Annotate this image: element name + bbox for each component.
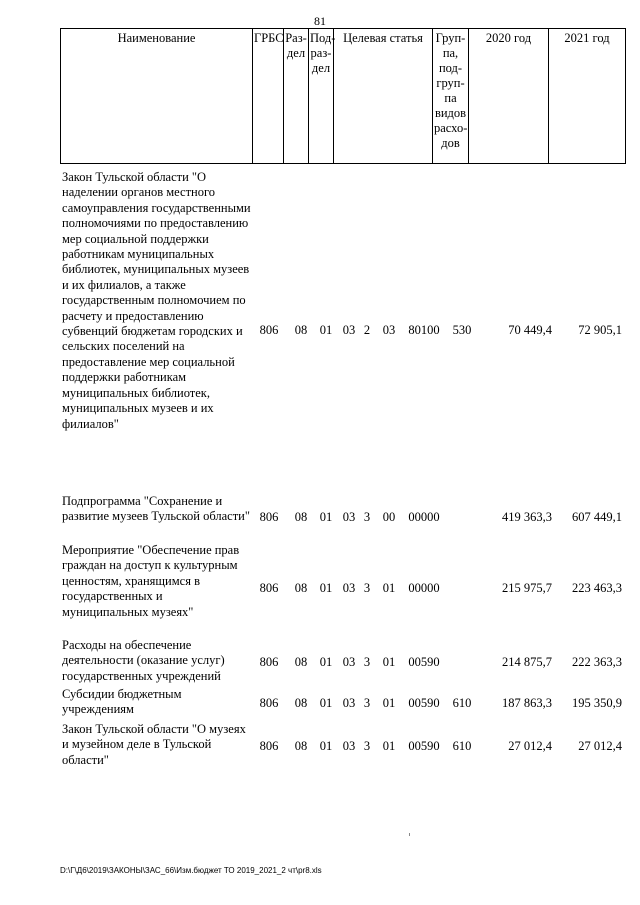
header-grbs: ГРБС bbox=[253, 29, 284, 164]
row-value-2020: 214 875,7 bbox=[502, 655, 552, 669]
row-target-event: 01 bbox=[382, 739, 396, 753]
row-target-subprogram: 3 bbox=[363, 581, 371, 595]
row-expense-group: 610 bbox=[452, 739, 472, 753]
row-target-event: 03 bbox=[382, 323, 396, 337]
row-target-direction: 00590 bbox=[408, 696, 440, 710]
row-razdel: 08 bbox=[294, 510, 308, 524]
row-razdel: 08 bbox=[294, 581, 308, 595]
row-name: Субсидии бюджетным учреждениям bbox=[62, 687, 182, 717]
row-target-program: 03 bbox=[342, 581, 356, 595]
header-year-2021: 2021 год bbox=[549, 29, 626, 164]
row-value-2021: 195 350,9 bbox=[572, 696, 622, 710]
header-expense-group: Груп- па, под- груп- па видов расхо- дов bbox=[433, 29, 469, 164]
header-razdel: Раз- дел bbox=[284, 29, 309, 164]
row-value-2021: 223 463,3 bbox=[572, 581, 622, 595]
row-target-subprogram: 3 bbox=[363, 510, 371, 524]
row-value-2020: 419 363,3 bbox=[502, 510, 552, 524]
row-expense-group: 610 bbox=[452, 696, 472, 710]
row-name: Закон Тульской области "О наделении органов местного самоуправления государственными полномочиями по предоставлению мер социальной поддержки работникам муниципальных библиотек, муниципальных музеев и их филиалов, а также государственным полномочием по расчету и предоставлению субвенций бюджетам городских и сельских поселений на предоставление мер социальной поддержки работникам муниципальных библиотек, муниципальных музеев и их филиалов" bbox=[62, 170, 251, 431]
row-target-event: 01 bbox=[382, 696, 396, 710]
row-target-program: 03 bbox=[342, 696, 356, 710]
header-podrazdel: Под- раз- дел bbox=[309, 29, 334, 164]
row-value-2020: 70 449,4 bbox=[508, 323, 552, 337]
row-podrazdel: 01 bbox=[319, 739, 333, 753]
row-podrazdel: 01 bbox=[319, 655, 333, 669]
row-target-program: 03 bbox=[342, 510, 356, 524]
row-target-subprogram: 3 bbox=[363, 739, 371, 753]
row-podrazdel: 01 bbox=[319, 696, 333, 710]
row-podrazdel: 01 bbox=[319, 323, 333, 337]
row-grbs: 806 bbox=[259, 696, 279, 710]
row-grbs: 806 bbox=[259, 510, 279, 524]
row-razdel: 08 bbox=[294, 655, 308, 669]
row-grbs: 806 bbox=[259, 323, 279, 337]
row-value-2020: 215 975,7 bbox=[502, 581, 552, 595]
row-name: Расходы на обеспечение деятельности (оказание услуг) государственных учреждений bbox=[62, 638, 225, 683]
row-target-subprogram: 2 bbox=[363, 323, 371, 337]
row-target-event: 00 bbox=[382, 510, 396, 524]
row-podrazdel: 01 bbox=[319, 510, 333, 524]
row-target-program: 03 bbox=[342, 739, 356, 753]
row-target-event: 01 bbox=[382, 655, 396, 669]
row-target-event: 01 bbox=[382, 581, 396, 595]
row-grbs: 806 bbox=[259, 581, 279, 595]
row-razdel: 08 bbox=[294, 696, 308, 710]
row-value-2021: 27 012,4 bbox=[578, 739, 622, 753]
header-year-2020: 2020 год bbox=[469, 29, 549, 164]
row-target-program: 03 bbox=[342, 323, 356, 337]
row-podrazdel: 01 bbox=[319, 581, 333, 595]
row-target-subprogram: 3 bbox=[363, 696, 371, 710]
row-target-direction: 00590 bbox=[408, 739, 440, 753]
header-name: Наименование bbox=[61, 29, 253, 164]
row-value-2021: 72 905,1 bbox=[578, 323, 622, 337]
row-target-direction: 00590 bbox=[408, 655, 440, 669]
scan-mark bbox=[409, 833, 410, 836]
row-expense-group: 530 bbox=[452, 323, 472, 337]
row-name: Подпрограмма "Сохранение и развитие музеев Тульской области" bbox=[62, 494, 250, 524]
row-razdel: 08 bbox=[294, 739, 308, 753]
row-target-direction: 80100 bbox=[408, 323, 440, 337]
row-value-2021: 222 363,3 bbox=[572, 655, 622, 669]
row-target-subprogram: 3 bbox=[363, 655, 371, 669]
file-path-footer: D:\Г\Д6\2019\ЗАКОНЫ\ЗАС_66\Изм.бюджет ТО 2019_2021_2 чт\pr8.xls bbox=[60, 866, 322, 875]
row-razdel: 08 bbox=[294, 323, 308, 337]
row-grbs: 806 bbox=[259, 655, 279, 669]
row-target-direction: 00000 bbox=[408, 581, 440, 595]
row-value-2020: 187 863,3 bbox=[502, 696, 552, 710]
row-value-2021: 607 449,1 bbox=[572, 510, 622, 524]
row-target-program: 03 bbox=[342, 655, 356, 669]
row-value-2020: 27 012,4 bbox=[508, 739, 552, 753]
page-number: 81 bbox=[314, 14, 326, 28]
row-name: Закон Тульской области "О музеях и музейном деле в Тульской области" bbox=[62, 722, 246, 767]
table-header bbox=[60, 28, 626, 164]
row-grbs: 806 bbox=[259, 739, 279, 753]
row-name: Мероприятие "Обеспечение прав граждан на доступ к культурным ценностям, хранящимся в государственных и муниципальных музеях" bbox=[62, 543, 240, 619]
row-target-direction: 00000 bbox=[408, 510, 440, 524]
header-target-article: Целевая статья bbox=[334, 29, 433, 164]
